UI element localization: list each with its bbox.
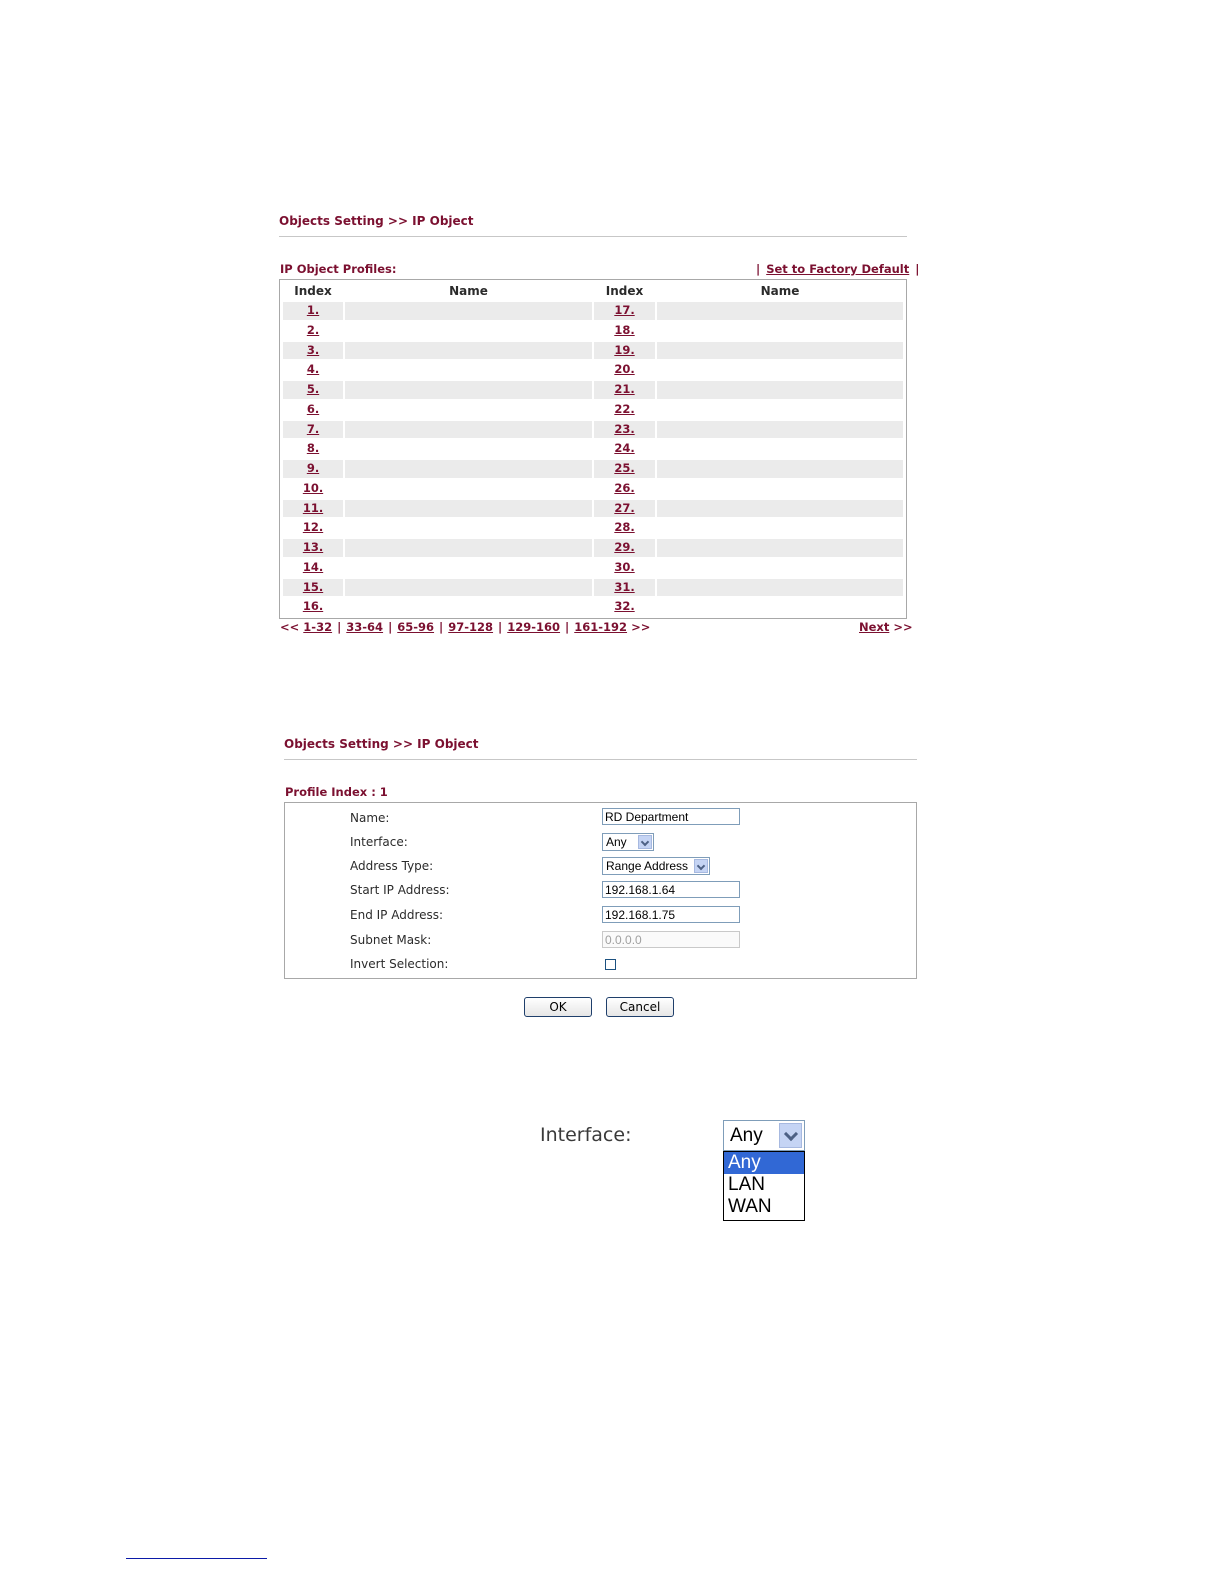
profile-index-link[interactable]: 22.	[614, 401, 635, 416]
pager-separator: |	[498, 620, 503, 634]
pager-next-arrows: >>	[631, 620, 651, 634]
profile-index-link[interactable]: 28.	[614, 520, 635, 535]
index-cell-left	[283, 480, 343, 498]
ip-object-profiles-label: IP Object Profiles:	[280, 262, 397, 276]
edit-title-divider	[284, 759, 917, 760]
profile-index-link[interactable]: 23.	[614, 421, 635, 436]
name-cell-right	[657, 460, 903, 478]
page-link-1-32[interactable]: 1-32	[303, 620, 333, 634]
name-field[interactable]	[602, 808, 740, 825]
table-row	[283, 380, 904, 400]
next-page-area	[859, 620, 913, 634]
name-cell-right	[657, 440, 903, 458]
name-cell-right	[657, 401, 903, 419]
table-row	[283, 360, 904, 380]
name-cell-right	[657, 539, 903, 557]
name-cell-left	[345, 460, 592, 478]
index-cell-left	[283, 381, 343, 399]
index-cell-left	[283, 322, 343, 340]
profile-index-link[interactable]: 8.	[306, 441, 320, 456]
profile-index-link[interactable]: 25.	[614, 461, 635, 475]
page-link-161-192[interactable]: 161-192	[574, 620, 628, 634]
name-cell-left	[345, 302, 592, 320]
name-cell-left	[345, 539, 592, 557]
profile-index-link[interactable]: 30.	[614, 559, 635, 574]
profile-index-link[interactable]: 11.	[302, 500, 324, 515]
chevron-down-icon	[638, 835, 652, 849]
index-cell-left	[283, 342, 343, 360]
index-cell-left	[283, 519, 343, 537]
start-ip-field[interactable]	[602, 881, 740, 898]
index-cell-right	[594, 519, 655, 537]
profile-index-link[interactable]: 21.	[614, 382, 635, 396]
index-cell-right	[594, 342, 655, 360]
name-cell-left	[345, 421, 592, 439]
profile-index-link[interactable]: 4.	[306, 362, 320, 377]
table-row	[283, 538, 904, 558]
name-cell-right	[657, 342, 903, 360]
profile-index-link[interactable]: 5.	[306, 382, 320, 396]
table-row	[283, 420, 904, 440]
name-cell-left	[345, 500, 592, 518]
index-cell-right	[594, 539, 655, 557]
next-page-arrows: >>	[893, 620, 913, 634]
interface-options-list	[723, 1151, 805, 1221]
set-to-factory-default-link[interactable]: Set to Factory Default	[766, 262, 910, 276]
profile-index-link[interactable]: 13.	[302, 540, 324, 554]
profile-index-link[interactable]: 27.	[614, 500, 635, 515]
interface-label: Interface:	[350, 835, 408, 849]
index-cell-right	[594, 480, 655, 498]
index-cell-right	[594, 322, 655, 340]
page-link-65-96[interactable]: 65-96	[397, 620, 435, 634]
table-row	[283, 499, 904, 519]
table-row	[283, 341, 904, 361]
profile-index-link[interactable]: 24.	[614, 441, 635, 456]
index-cell-right	[594, 598, 655, 616]
profile-index-link[interactable]: 6.	[306, 401, 320, 416]
name-cell-left	[345, 401, 592, 419]
profile-index-link[interactable]: 1.	[306, 303, 320, 317]
interface-zoom-select-value: Any	[730, 1125, 763, 1146]
index-cell-right	[594, 361, 655, 379]
name-cell-right	[657, 302, 903, 320]
end-ip-field[interactable]	[602, 906, 740, 923]
interface-option-any[interactable]: Any	[724, 1152, 804, 1174]
page-link-33-64[interactable]: 33-64	[346, 620, 384, 634]
index-cell-right	[594, 421, 655, 439]
name-cell-right	[657, 480, 903, 498]
profile-index-link[interactable]: 3.	[306, 342, 320, 357]
index-cell-left	[283, 421, 343, 439]
chevron-down-icon	[694, 859, 708, 873]
index-cell-left	[283, 440, 343, 458]
end-ip-label: End IP Address:	[350, 908, 444, 922]
subnet-mask-label: Subnet Mask:	[350, 933, 432, 947]
edit-breadcrumb: Objects Setting >> IP Object	[284, 737, 479, 751]
subnet-mask-field	[602, 931, 740, 948]
name-cell-right	[657, 322, 903, 340]
column-header-name-left: Name	[449, 284, 488, 298]
name-cell-left	[345, 480, 592, 498]
profile-index-link[interactable]: 2.	[306, 322, 320, 337]
profile-index-label: Profile Index : 1	[285, 785, 388, 799]
name-cell-left	[345, 598, 592, 616]
index-cell-right	[594, 440, 655, 458]
table-row	[283, 321, 904, 341]
list-breadcrumb: Objects Setting >> IP Object	[279, 214, 474, 228]
table-row	[283, 301, 904, 321]
name-cell-right	[657, 519, 903, 537]
index-cell-right	[594, 460, 655, 478]
profile-index-link[interactable]: 18.	[614, 322, 635, 337]
index-cell-left	[283, 598, 343, 616]
profile-index-link[interactable]: 12.	[302, 520, 324, 535]
index-cell-left	[283, 361, 343, 379]
page-link-97-128[interactable]: 97-128	[448, 620, 494, 634]
list-title-divider	[279, 236, 907, 237]
index-cell-left	[283, 579, 343, 597]
ok-button[interactable]: OK	[524, 997, 592, 1017]
name-label: Name:	[350, 811, 390, 825]
pager-separator: |	[388, 620, 393, 634]
table-row	[283, 400, 904, 420]
table-row	[283, 578, 904, 598]
pager-separator: |	[439, 620, 444, 634]
name-cell-right	[657, 559, 903, 577]
profile-index-link[interactable]: 14.	[302, 559, 324, 574]
name-cell-left	[345, 559, 592, 577]
interface-zoom-label: Interface:	[540, 1124, 632, 1146]
index-cell-left	[283, 460, 343, 478]
page-range-pager	[280, 620, 650, 634]
profile-index-link[interactable]: 32.	[614, 599, 635, 614]
table-row	[283, 479, 904, 499]
name-cell-right	[657, 500, 903, 518]
invert-selection-label: Invert Selection:	[350, 957, 449, 971]
profile-index-link[interactable]: 31.	[614, 579, 635, 594]
index-cell-left	[283, 500, 343, 518]
table-row	[283, 439, 904, 459]
name-cell-left	[345, 579, 592, 597]
index-cell-right	[594, 559, 655, 577]
column-header-index-right: Index	[605, 284, 644, 298]
index-cell-right	[594, 500, 655, 518]
index-cell-right	[594, 401, 655, 419]
profile-index-link[interactable]: 29.	[614, 540, 635, 554]
footnote-divider	[126, 1558, 267, 1559]
interface-zoom-select[interactable]	[723, 1120, 805, 1151]
name-cell-right	[657, 598, 903, 616]
name-cell-left	[345, 322, 592, 340]
name-cell-right	[657, 381, 903, 399]
interface-select[interactable]	[602, 833, 654, 851]
profile-index-link[interactable]: 7.	[306, 421, 320, 436]
profile-index-link[interactable]: 19.	[614, 342, 635, 357]
invert-selection-checkbox[interactable]	[605, 959, 616, 970]
profile-index-link[interactable]: 26.	[614, 480, 635, 495]
start-ip-label: Start IP Address:	[350, 883, 450, 897]
pager-prev-arrows: <<	[280, 620, 300, 634]
profiles-table-body	[283, 301, 904, 617]
name-cell-left	[345, 381, 592, 399]
index-cell-left	[283, 539, 343, 557]
profile-index-link[interactable]: 10.	[302, 480, 324, 495]
name-cell-left	[345, 361, 592, 379]
profile-index-link[interactable]: 9.	[306, 461, 320, 475]
page-link-129-160[interactable]: 129-160	[507, 620, 561, 634]
table-row	[283, 558, 904, 578]
profile-index-link[interactable]: 15.	[302, 579, 324, 594]
table-row	[283, 518, 904, 538]
interface-option-lan[interactable]: LAN	[728, 1174, 765, 1195]
name-cell-left	[345, 519, 592, 537]
index-cell-left	[283, 302, 343, 320]
index-cell-right	[594, 579, 655, 597]
interface-select-value: Any	[606, 835, 627, 849]
address-type-label: Address Type:	[350, 859, 434, 873]
factory-pipe-right: |	[915, 262, 920, 276]
pager-separator: |	[337, 620, 342, 634]
name-cell-left	[345, 440, 592, 458]
table-row	[283, 597, 904, 617]
column-header-name-right: Name	[760, 284, 800, 298]
address-type-select[interactable]	[602, 857, 710, 875]
name-cell-right	[657, 579, 903, 597]
column-header-index-left: Index	[294, 284, 332, 298]
profile-index-link[interactable]: 20.	[614, 362, 635, 377]
profile-index-link[interactable]: 17.	[614, 303, 635, 317]
interface-option-wan[interactable]: WAN	[728, 1196, 772, 1217]
index-cell-left	[283, 401, 343, 419]
chevron-down-icon	[779, 1123, 802, 1148]
address-type-select-value: Range Address	[606, 859, 689, 873]
name-cell-right	[657, 361, 903, 379]
factory-default-area	[756, 262, 919, 276]
pager-separator: |	[565, 620, 570, 634]
index-cell-right	[594, 302, 655, 320]
profile-index-link[interactable]: 16.	[302, 599, 324, 614]
cancel-button[interactable]: Cancel	[606, 997, 674, 1017]
factory-pipe-left: |	[756, 262, 761, 276]
name-cell-right	[657, 421, 903, 439]
next-page-link[interactable]: Next	[859, 620, 890, 634]
index-cell-left	[283, 559, 343, 577]
name-cell-left	[345, 342, 592, 360]
index-cell-right	[594, 381, 655, 399]
table-row	[283, 459, 904, 479]
